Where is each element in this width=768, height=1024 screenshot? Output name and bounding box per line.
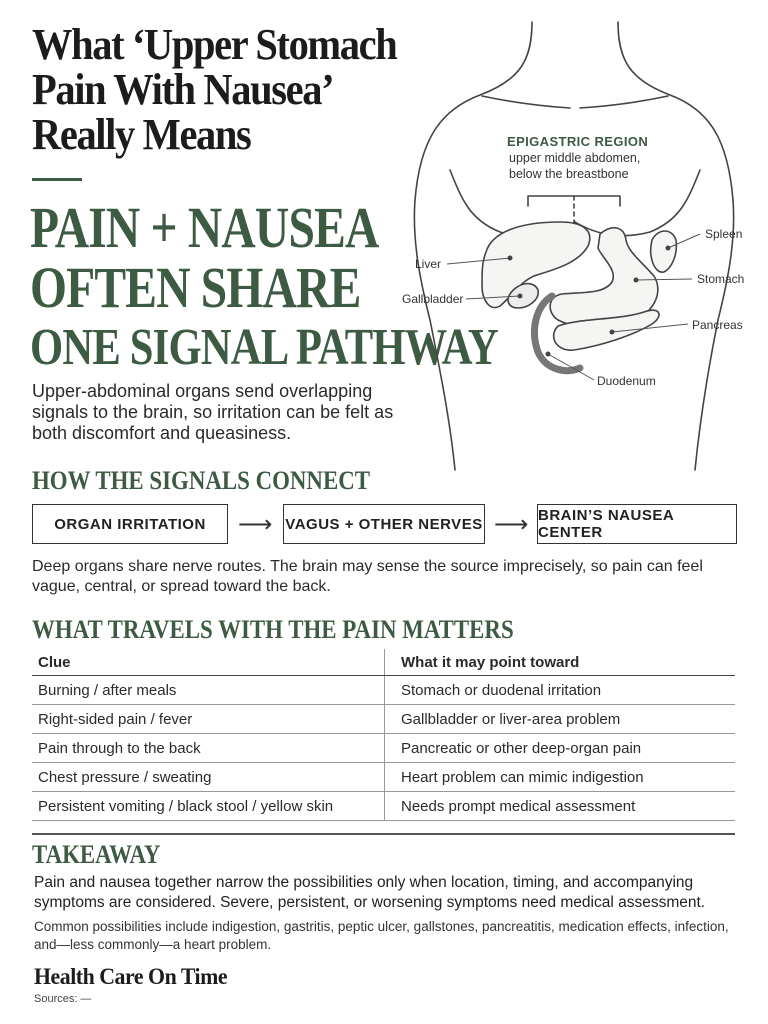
- sources-line: [34, 993, 94, 1005]
- spleen-shape: [651, 231, 677, 272]
- takeaway-divider: [32, 833, 735, 835]
- region-line-1: upper middle abdomen,: [509, 151, 641, 165]
- sources-value: —: [80, 993, 92, 1005]
- title-line-2: Pain With Nausea’: [32, 65, 334, 114]
- flow-arrow-1: ⟶: [238, 511, 273, 538]
- brand-logo-text: Health Care On Time: [34, 964, 228, 989]
- table-row: [32, 676, 735, 705]
- clue-cell: Persistent vomiting / black stool / yellow skin: [32, 792, 385, 821]
- label-pancreas: Pancreas: [692, 318, 743, 332]
- region-description: [509, 150, 669, 182]
- clue-cell: Chest pressure / sweating: [32, 763, 385, 792]
- signals-heading: HOW THE SIGNALS CONNECT: [32, 466, 371, 495]
- headline-line-1: PAIN + NAUSEA: [30, 195, 379, 260]
- flow-step-brain-nausea-center: BRAIN’S NAUSEA CENTER: [537, 504, 737, 544]
- title-divider: [32, 178, 82, 181]
- signals-caption: Deep organs share nerve routes. The brain may sense the source imprecisely, so pain can feel vague, central, or spread toward the back.: [32, 558, 703, 595]
- title-line-3: Really Means: [32, 110, 251, 159]
- flow-step-organ-irritation: ORGAN IRRITATION: [32, 504, 228, 544]
- label-duodenum: Duodenum: [597, 374, 656, 388]
- title-line-1: What ‘Upper Stomach: [32, 20, 397, 69]
- clue-cell: Burning / after meals: [32, 676, 385, 705]
- label-stomach: Stomach: [697, 272, 745, 286]
- region-title: EPIGASTRIC REGION: [507, 134, 649, 149]
- clue-cell: Pain through to the back: [32, 734, 385, 763]
- headline-line-2: OFTEN SHARE: [30, 255, 361, 320]
- collarbone-left: [482, 96, 570, 108]
- label-liver: Liver: [415, 257, 442, 271]
- clues-heading: WHAT TRAVELS WITH THE PAIN MATTERS: [32, 615, 514, 644]
- takeaway-paragraph: Pain and nausea together narrow the possibilities only when location, timing, and accompanying symptoms are considered. Severe, persistent, or worsening symptoms need medical assessment.: [34, 874, 706, 911]
- takeaway-note: Common possibilities include indigestion, gastritis, peptic ulcer, gallstones, pancreatitis, medication effects, infection, and—less commonly—a heart problem.: [34, 919, 729, 952]
- column-header-points-toward: What it may point toward: [385, 649, 736, 676]
- meaning-cell: Heart problem can mimic indigestion: [385, 763, 736, 792]
- takeaway-heading: TAKEAWAY: [32, 840, 161, 869]
- clues-table: [32, 649, 735, 821]
- column-header-clue: Clue: [32, 649, 385, 676]
- sources-label: Sources:: [34, 993, 78, 1005]
- table-row: [32, 792, 735, 821]
- article-title: [32, 22, 400, 157]
- region-line-2: below the breastbone: [509, 167, 629, 181]
- clue-cell: Right-sided pain / fever: [32, 705, 385, 734]
- meaning-cell: Pancreatic or other deep-organ pain: [385, 734, 736, 763]
- flow-step-vagus-nerves: VAGUS + OTHER NERVES: [283, 504, 485, 544]
- lede-paragraph: Upper-abdominal organs send overlapping signals to the brain, so irritation can be felt as both discomfort and queasiness.: [32, 381, 394, 443]
- meaning-cell: Gallbladder or liver-area problem: [385, 705, 736, 734]
- meaning-cell: Needs prompt medical assessment: [385, 792, 736, 821]
- table-row: [32, 734, 735, 763]
- meaning-cell: Stomach or duodenal irritation: [385, 676, 736, 705]
- table-row: [32, 763, 735, 792]
- label-spleen: Spleen: [705, 227, 743, 241]
- flow-arrow-2: ⟶: [494, 511, 529, 538]
- table-header-row: [32, 649, 735, 676]
- table-row: [32, 705, 735, 734]
- collarbone-right: [580, 96, 668, 108]
- headline-line-3: ONE SIGNAL PATHWAY: [30, 319, 498, 376]
- label-gallbladder: Gallbladder: [402, 292, 464, 306]
